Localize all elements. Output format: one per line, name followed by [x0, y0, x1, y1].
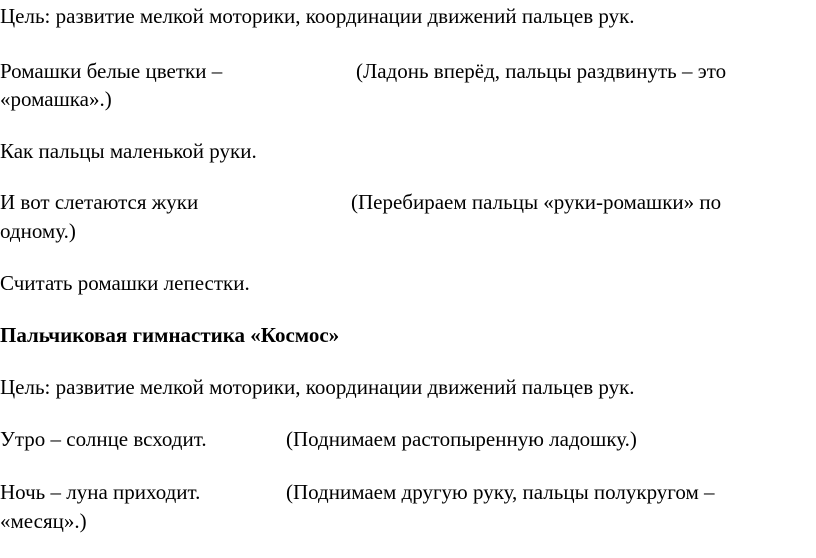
verse-line-fingers: Как пальцы маленькой руки. [0, 139, 257, 163]
instruction-sort-fingers: (Перебираем пальцы «руки-ромашки» по [351, 190, 722, 214]
instruction-palm-forward: (Ладонь вперёд, пальцы раздвинуть – это [356, 59, 727, 83]
instruction-daisy-continued: «ромашка».) [0, 87, 112, 111]
verse-line-morning: Утро – солнце всходит. [0, 427, 207, 451]
section-heading-space: Пальчиковая гимнастика «Космос» [0, 323, 340, 347]
verse-line-beetles: И вот слетаются жуки [0, 190, 199, 214]
instruction-raise-other-hand: (Поднимаем другую руку, пальцы полукругом – [286, 480, 715, 504]
verse-line-night: Ночь – луна приходит. [0, 480, 201, 504]
instruction-moon-continued: «месяц».) [0, 509, 87, 533]
goal-line-1: Цель: развитие мелкой моторики, координации движений пальцев рук. [0, 4, 635, 28]
verse-line-daisies: Ромашки белые цветки – [0, 59, 223, 83]
verse-line-petals: Считать ромашки лепестки. [0, 271, 250, 295]
goal-line-2: Цель: развитие мелкой моторики, координации движений пальцев рук. [0, 375, 635, 399]
instruction-raise-palm: (Поднимаем растопыренную ладошку.) [286, 427, 637, 451]
instruction-sort-continued: одному.) [0, 219, 76, 243]
